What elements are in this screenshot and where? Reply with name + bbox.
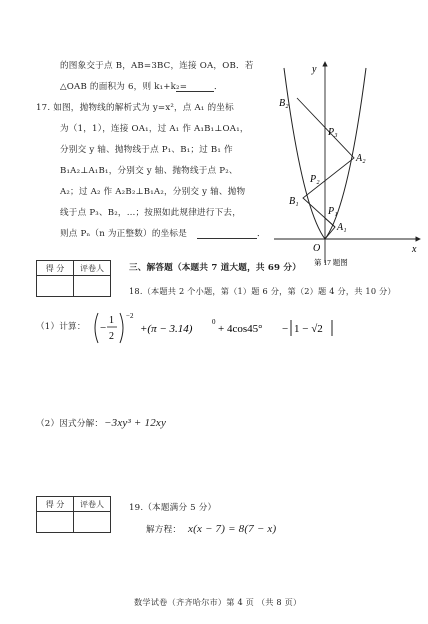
frac-denominator: 2 bbox=[109, 331, 114, 342]
exponent-zero: 0 bbox=[212, 318, 216, 326]
q18-p1-label: （1）计算： bbox=[36, 322, 86, 332]
q16-line2: △OAB 的面积为 6，则 k₁+k₂= bbox=[60, 82, 188, 92]
score-table-2 bbox=[36, 496, 111, 533]
label-y: y bbox=[312, 64, 317, 75]
label-x: x bbox=[412, 244, 417, 255]
label-b2: B₂ bbox=[279, 98, 289, 109]
score-cell[interactable] bbox=[37, 276, 74, 297]
q17-line7-end: ． bbox=[257, 229, 266, 239]
exponent-neg2: −2 bbox=[126, 312, 134, 320]
q17-line5: A₂；过 A₂ 作 A₂B₂⊥B₁A₂，分别交 y 轴、抛物 bbox=[60, 187, 246, 197]
q16-answer-blank bbox=[176, 91, 214, 92]
q17-answer-blank bbox=[197, 238, 257, 239]
q19-label: 解方程： bbox=[146, 525, 182, 535]
label-a1: A₁ bbox=[337, 222, 347, 233]
grader-cell-2[interactable] bbox=[74, 512, 111, 533]
q17-line6: 线于点 P₃、B₂，…；按照如此规律进行下去， bbox=[60, 208, 242, 218]
label-o: O bbox=[313, 243, 321, 254]
page-footer: 数学试卷（齐齐哈尔市）第 4 页 （共 8 页） bbox=[134, 597, 302, 607]
q19-intro: 19.（本题满分 5 分） bbox=[129, 503, 217, 513]
score-cell-2[interactable] bbox=[37, 512, 74, 533]
score-table-1 bbox=[36, 260, 111, 297]
grader-header: 评卷人 bbox=[74, 261, 111, 276]
q17-line2: 为（1，1），连接 OA₁，过 A₁ 作 A₁B₁⊥OA₁， bbox=[60, 124, 249, 134]
score-header-2: 得 分 bbox=[37, 497, 74, 512]
pi-term: +(π − 3.14) bbox=[140, 323, 193, 335]
frac-minus: − bbox=[100, 322, 107, 334]
grader-cell[interactable] bbox=[74, 276, 111, 297]
q18-intro: 18.（本题共 2 个小题，第（1）题 6 分，第（2）题 4 分，共 10 分） bbox=[129, 286, 396, 296]
q17-line3: 分别交 y 轴、抛物线于点 P₁、B₁；过 B₁ 作 bbox=[60, 145, 233, 155]
q16-line2-end: ． bbox=[214, 82, 223, 92]
q17-line4: B₁A₂⊥A₁B₁，分别交 y 轴、抛物线于点 P₂、 bbox=[60, 166, 238, 176]
grader-header-2: 评卷人 bbox=[74, 497, 111, 512]
q17-line1: 17. 如图，抛物线的解析式为 y=x²，点 A₁ 的坐标 bbox=[36, 103, 234, 113]
label-p3: P₃ bbox=[328, 127, 338, 138]
q16-line1: 的图象交于点 B，AB=3BC，连接 OA，OB．若 bbox=[60, 61, 254, 71]
parabola-figure bbox=[272, 58, 422, 268]
q17-line7: 则点 Pₙ（n 为正整数）的坐标是 bbox=[60, 229, 188, 239]
q18-p1-expression bbox=[92, 310, 342, 346]
q19-equation: x(x − 7) = 8(7 − x) bbox=[188, 523, 277, 535]
section3-title: 三、解答题（本题共 7 道大题，共 69 分） bbox=[129, 263, 302, 273]
figure-caption: 第 17 题图 bbox=[314, 258, 348, 267]
label-p2: P₂ bbox=[310, 174, 320, 185]
q18-p2-expression: −3xy³ + 12xy bbox=[104, 417, 167, 429]
score-header: 得 分 bbox=[37, 261, 74, 276]
frac-numerator: 1 bbox=[109, 315, 114, 326]
abs-minus: − bbox=[282, 323, 289, 335]
q18-p2-label: （2）因式分解： bbox=[36, 419, 104, 429]
abs-inner: 1 − √2 bbox=[294, 323, 323, 335]
cos-term: + 4cos45° bbox=[218, 323, 263, 335]
label-a2: A₂ bbox=[356, 153, 366, 164]
label-p1: P₁ bbox=[328, 206, 338, 217]
label-b1: B₁ bbox=[289, 196, 299, 207]
